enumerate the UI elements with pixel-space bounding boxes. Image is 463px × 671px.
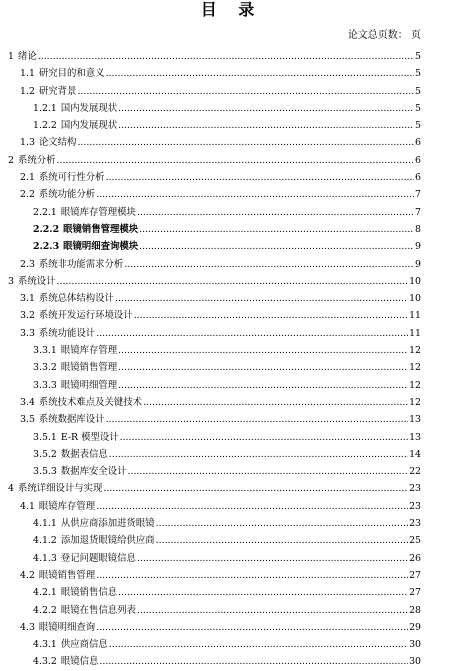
toc-entry-page: 5 (415, 85, 421, 97)
toc-entry (0, 83, 463, 100)
toc-entry-label (20, 619, 95, 636)
toc-entry-number: 2 (8, 154, 14, 166)
toc-entry (0, 325, 463, 342)
toc-entry-number: 3.5.3 (33, 466, 57, 478)
toc-entry-page: 14 (409, 448, 421, 460)
toc-entry-page: 12 (409, 379, 421, 391)
toc-entry-label (33, 221, 138, 238)
toc-entry-number: 4.3 (20, 621, 35, 633)
toc-entry-number: 3.3.1 (33, 345, 57, 357)
toc-entry-page: 12 (409, 362, 421, 374)
toc-entry (0, 411, 463, 428)
toc-entry-page: 23 (409, 518, 421, 530)
toc-entry-page: 11 (409, 327, 421, 339)
toc-entry-page: 5 (415, 68, 421, 80)
dot-leader (118, 377, 408, 394)
dot-leader (109, 636, 408, 653)
toc-entry-label (20, 83, 76, 100)
toc-entry-page: 28 (409, 604, 421, 616)
toc-entry-label (20, 290, 114, 307)
toc-entry-number: 4.1.2 (33, 535, 57, 547)
toc-entry-page: 6 (415, 137, 421, 149)
dot-leader (103, 480, 408, 497)
toc-entry-text: 国内发展现状 (60, 120, 118, 132)
toc-entry (0, 377, 463, 394)
toc-entry (0, 100, 463, 117)
toc-entry-number: 4.1 (20, 500, 35, 512)
toc-entry-number: 2.2.1 (33, 206, 57, 218)
toc-entry-label (20, 325, 95, 342)
toc-entry-text: 论文结构 (38, 137, 77, 149)
toc-entry (0, 238, 463, 255)
toc-entry-text: 眼镜销售信息 (60, 587, 118, 599)
toc-entry (0, 307, 463, 324)
toc-entry (0, 567, 463, 584)
dot-leader (106, 65, 414, 82)
toc-entry-page: 12 (409, 396, 421, 408)
toc-entry-number: 1.3 (20, 137, 35, 149)
toc-entry-label (33, 359, 117, 376)
toc-entry-label (33, 238, 138, 255)
toc-entry (0, 48, 463, 65)
toc-entry-label (8, 152, 55, 169)
toc-entry-number: 2.2.2 (33, 223, 60, 235)
toc-entry (0, 602, 463, 619)
toc-entry (0, 342, 463, 359)
toc-entry-label (20, 65, 105, 82)
toc-entry-number: 1.1 (20, 68, 35, 80)
toc-entry-page: 29 (409, 621, 421, 633)
toc-entry-label (33, 550, 136, 567)
toc-entry (0, 134, 463, 151)
toc-entry-page: 25 (409, 535, 421, 547)
toc-entry-number: 2.3 (20, 258, 35, 270)
toc-entry-number: 3.1 (20, 293, 35, 305)
toc-entry-label (20, 307, 133, 324)
toc-entry (0, 359, 463, 376)
toc-entry-label (20, 394, 142, 411)
toc-entry-text: 系统可行性分析 (38, 172, 105, 184)
toc-entry-text: 眼镜信息 (60, 656, 99, 668)
toc-entry-label (33, 602, 136, 619)
toc-entry-text: 系统分析 (17, 154, 56, 166)
dot-leader (137, 602, 408, 619)
dot-leader (56, 152, 414, 169)
toc-entry-number: 3.3 (20, 327, 35, 339)
toc-entry-text: 系统技术难点及关键技术 (38, 396, 143, 408)
toc-entry (0, 273, 463, 290)
dot-leader (118, 584, 408, 601)
toc-entry-text: 系统设计 (17, 275, 56, 287)
dot-leader (156, 515, 408, 532)
toc-entry-text: 眼镜在售信息列表 (60, 604, 136, 616)
toc-entry (0, 550, 463, 567)
toc-entry-text: 系统数据库设计 (38, 414, 105, 426)
toc-entry-page: 23 (409, 483, 421, 495)
toc-entry-page: 27 (409, 587, 421, 599)
toc-entry (0, 117, 463, 134)
toc-entry-page: 30 (409, 656, 421, 668)
toc-entry-page: 12 (409, 345, 421, 357)
toc-entry (0, 498, 463, 515)
toc-entry-label (33, 463, 127, 480)
toc-entry-label (8, 480, 102, 497)
toc-entry-label (33, 584, 117, 601)
page-title: 目 录 (200, 0, 263, 19)
dot-leader (96, 619, 408, 636)
dot-leader (143, 394, 408, 411)
toc-entry-number: 4.1.3 (33, 552, 57, 564)
toc-entry-label (33, 342, 117, 359)
toc-entry (0, 480, 463, 497)
toc-entry (0, 152, 463, 169)
toc-entry-text: 研究背景 (38, 85, 77, 97)
toc-entry-page: 13 (409, 414, 421, 426)
dot-leader (96, 567, 408, 584)
toc-entry-label (33, 636, 108, 653)
toc-entry-label (33, 204, 136, 221)
toc-entry-page: 5 (415, 102, 421, 114)
dot-leader (115, 290, 408, 307)
toc-entry (0, 515, 463, 532)
toc-entry-number: 3.5.1 (33, 431, 57, 443)
toc-entry-label (33, 429, 119, 446)
toc-entry-page: 26 (409, 552, 421, 564)
dot-leader (109, 446, 408, 463)
toc-entry-page: 6 (415, 154, 421, 166)
dot-leader (137, 550, 408, 567)
dot-leader (96, 186, 414, 203)
toc-entry-text: 眼镜库存管理 (60, 345, 118, 357)
toc-entry-text: E-R 模型设计 (60, 431, 119, 443)
dot-leader (124, 256, 414, 273)
toc-entry (0, 169, 463, 186)
toc-entry-label (33, 515, 155, 532)
toc-entry-text: 系统非功能需求分析 (38, 258, 124, 270)
toc-entry-text: 数据表信息 (60, 448, 108, 460)
toc-entry-label (20, 411, 105, 428)
dot-leader (120, 429, 408, 446)
toc-entry-page: 9 (415, 241, 421, 253)
toc-entry-text: 研究目的和意义 (38, 68, 105, 80)
toc-entry-label (20, 186, 95, 203)
toc-entry-label (20, 498, 95, 515)
table-of-contents (0, 48, 463, 671)
toc-entry-page: 7 (415, 206, 421, 218)
toc-entry-label (33, 377, 117, 394)
toc-entry-number: 4.2.2 (33, 604, 57, 616)
toc-entry-label (20, 134, 76, 151)
toc-entry-text: 系统总体结构设计 (38, 293, 114, 305)
toc-entry-text: 眼镜销售管理 (60, 362, 118, 374)
toc-entry-page: 10 (409, 275, 421, 287)
toc-entry (0, 636, 463, 653)
toc-entry-number: 3.5.2 (33, 448, 57, 460)
toc-entry (0, 394, 463, 411)
toc-entry-number: 1.2 (20, 85, 35, 97)
dot-leader (156, 532, 408, 549)
toc-entry-label (33, 446, 108, 463)
toc-entry-text: 系统功能设计 (38, 327, 96, 339)
toc-entry (0, 584, 463, 601)
toc-entry (0, 186, 463, 203)
toc-entry-page: 6 (415, 172, 421, 184)
toc-entry-page: 23 (409, 500, 421, 512)
toc-entry-text: 登记问题眼镜信息 (60, 552, 136, 564)
toc-entry-text: 眼镜销售管理 (38, 569, 96, 581)
toc-entry-text: 系统开发运行环境设计 (38, 310, 133, 322)
toc-entry-page: 7 (415, 189, 421, 201)
toc-entry-label (33, 100, 117, 117)
toc-entry-page: 5 (415, 120, 421, 132)
toc-entry-label (33, 117, 117, 134)
toc-entry-label (20, 169, 105, 186)
toc-entry-text: 数据库安全设计 (60, 466, 127, 478)
toc-entry-text: 供应商信息 (60, 639, 108, 651)
toc-entry-text: 眼镜明细管理 (60, 379, 118, 391)
dot-leader (56, 273, 408, 290)
toc-entry-label (33, 532, 155, 549)
page-count-label: 论文总页数： 页 (347, 30, 421, 41)
dot-leader (96, 325, 408, 342)
toc-entry-number: 4.2 (20, 569, 35, 581)
toc-entry-number: 3.3.3 (33, 379, 57, 391)
toc-entry-text: 从供应商添加进货眼镜 (60, 518, 155, 530)
toc-entry-label (8, 273, 55, 290)
dot-leader (118, 117, 414, 134)
toc-entry-number: 2.1 (20, 172, 35, 184)
dot-leader (118, 342, 408, 359)
toc-entry-text: 国内发展现状 (60, 102, 118, 114)
dot-leader (38, 48, 414, 65)
toc-entry-label (8, 48, 37, 65)
toc-entry-page: 11 (409, 310, 421, 322)
toc-entry-text: 绪论 (17, 51, 37, 62)
toc-entry-page: 13 (409, 431, 421, 443)
toc-entry-number: 4 (8, 483, 14, 495)
toc-entry-text: 眼镜销售管理模块 (63, 223, 139, 235)
dot-leader (77, 83, 414, 100)
toc-entry-number: 4.2.1 (33, 587, 57, 599)
toc-entry (0, 221, 463, 238)
toc-entry-number: 1.2.2 (33, 120, 57, 132)
toc-entry-number: 2.2 (20, 189, 35, 201)
toc-entry-number: 3.2 (20, 310, 35, 322)
toc-entry-text: 眼镜明细查询模块 (63, 241, 139, 253)
toc-entry (0, 65, 463, 82)
toc-entry-number: 4.1.1 (33, 518, 57, 530)
dot-leader (106, 411, 409, 428)
dot-leader (118, 359, 408, 376)
toc-entry-number: 4.3.1 (33, 639, 57, 651)
toc-entry (0, 532, 463, 549)
dot-leader (128, 463, 409, 480)
toc-entry-text: 眼镜明细查询 (38, 621, 96, 633)
toc-entry (0, 204, 463, 221)
toc-entry-text: 眼镜库存管理 (38, 500, 96, 512)
dot-leader (96, 498, 408, 515)
toc-entry-label (20, 567, 95, 584)
toc-entry-label (20, 256, 123, 273)
toc-entry-text: 系统详细设计与实现 (17, 483, 103, 495)
dot-leader (139, 238, 414, 255)
toc-entry-number: 3.5 (20, 414, 35, 426)
toc-entry-page: 27 (409, 569, 421, 581)
toc-entry-number: 3.4 (20, 396, 35, 408)
toc-entry (0, 463, 463, 480)
toc-entry (0, 290, 463, 307)
toc-entry-page: 9 (415, 258, 421, 270)
toc-entry-page: 5 (415, 51, 421, 62)
toc-entry-number: 1.2.1 (33, 102, 57, 114)
dot-leader (118, 100, 414, 117)
dot-leader (134, 307, 408, 324)
toc-entry-page: 22 (409, 466, 421, 478)
toc-entry-number: 3 (8, 275, 14, 287)
dot-leader (106, 169, 414, 186)
toc-entry-text: 添加退货眼镜给供应商 (60, 535, 155, 547)
toc-entry (0, 619, 463, 636)
dot-leader (77, 134, 414, 151)
dot-leader (137, 204, 414, 221)
dot-leader (139, 221, 414, 238)
toc-entry-number: 2.2.3 (33, 241, 60, 253)
toc-entry-page: 30 (409, 639, 421, 651)
toc-entry-text: 系统功能分析 (38, 189, 96, 201)
toc-entry (0, 446, 463, 463)
toc-entry-number: 4.3.2 (33, 656, 57, 668)
toc-entry-page: 8 (415, 223, 421, 235)
toc-entry-text: 眼镜库存管理模块 (60, 206, 136, 218)
toc-entry (0, 256, 463, 273)
toc-entry-number: 1 (8, 51, 14, 62)
toc-entry (0, 429, 463, 446)
toc-entry-page: 10 (409, 293, 421, 305)
toc-entry-number: 3.3.2 (33, 362, 57, 374)
